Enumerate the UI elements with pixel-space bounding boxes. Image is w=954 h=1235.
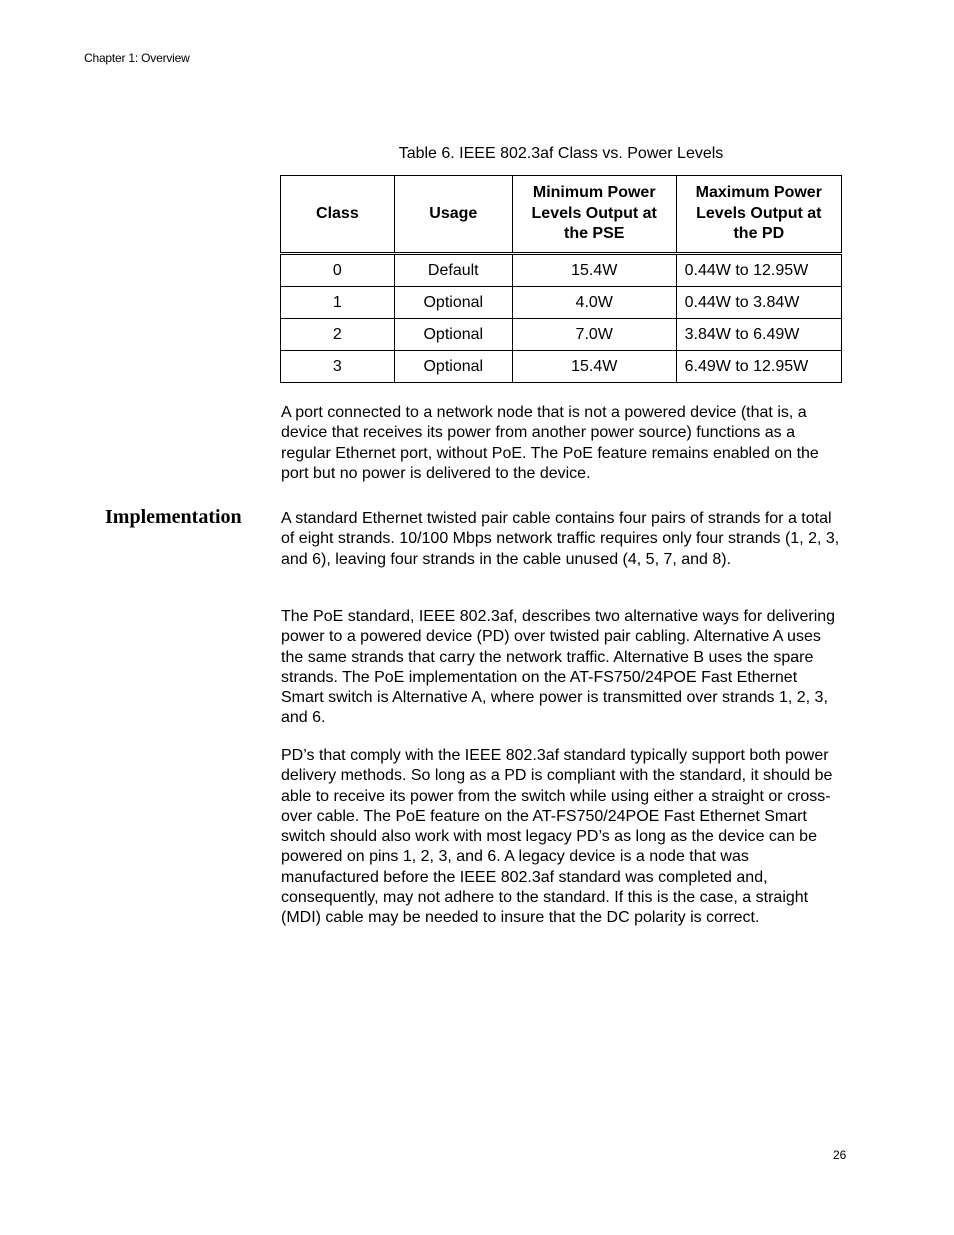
cell-class: 3 [281,351,395,383]
cell-usage: Default [394,254,512,287]
table-row [281,254,842,287]
table-row [281,287,842,319]
cell-class: 0 [281,254,395,287]
column-header-max-power: Maximum Power Levels Output at the PD [676,176,841,254]
cell-max-power: 0.44W to 3.84W [676,287,841,319]
cell-min-power: 15.4W [512,254,676,287]
cell-usage: Optional [394,319,512,351]
cell-max-power: 6.49W to 12.95W [676,351,841,383]
cell-min-power: 15.4W [512,351,676,383]
cell-max-power: 3.84W to 6.49W [676,319,841,351]
body-paragraph: The PoE standard, IEEE 802.3af, describes two alternative ways for delivering power to a powered device (PD) over twisted pair cabling. Alternative A uses the same strands that carry the network traffic. Alternative B uses the spare strands. The PoE implementation on the AT-FS750/24POE Fast Ethernet Smart switch is Alternative A, where power is transmitted over strands 1, 2, 3, and 6. [281,608,836,727]
cell-class: 1 [281,287,395,319]
column-header-min-power: Minimum Power Levels Output at the PSE [512,176,676,254]
table-row [281,319,842,351]
table-header-row [281,176,842,254]
body-paragraph: PD’s that comply with the IEEE 802.3af standard typically support both power delivery methods. So long as a PD is compliant with the standard, it should be able to receive its power from the switch while using either a straight or cross-over cable. The PoE feature on the AT-FS750/24POE Fast Ethernet Smart switch should also work with most legacy PD’s as long as the device can be powered on pins 1, 2, 3, and 6. A legacy device is a node that was manufactured before the IEEE 802.3af standard was completed and, consequently, may not adhere to the standard. If this is the case, a straight (MDI) cable may be needed to insure that the DC polarity is correct. [281,747,833,927]
power-levels-table [280,175,842,383]
cell-class: 2 [281,319,395,351]
cell-min-power: 4.0W [512,287,676,319]
running-header: Chapter 1: Overview [84,51,190,65]
cell-max-power: 0.44W to 12.95W [676,254,841,287]
column-header-usage: Usage [394,176,512,254]
page-number: 26 [833,1148,847,1162]
table-row [281,351,842,383]
table-caption: Table 6. IEEE 802.3af Class vs. Power Levels [398,145,724,162]
column-header-class: Class [281,176,395,254]
intro-paragraph: A port connected to a network node that is not a powered device (that is, a device that receives its power from another power source) functions as a regular Ethernet port, without PoE. The PoE feature remains enabled on the port but no power is delivered to the device. [281,404,819,482]
section-heading-implementation: Implementation [105,506,242,528]
cell-usage: Optional [394,351,512,383]
cell-min-power: 7.0W [512,319,676,351]
cell-usage: Optional [394,287,512,319]
body-paragraph: A standard Ethernet twisted pair cable contains four pairs of strands for a total of eight strands. 10/100 Mbps network traffic requires only four strands (1, 2, 3, and 6), leaving four strands in the cable unused (4, 5, 7, and 8). [281,510,840,568]
